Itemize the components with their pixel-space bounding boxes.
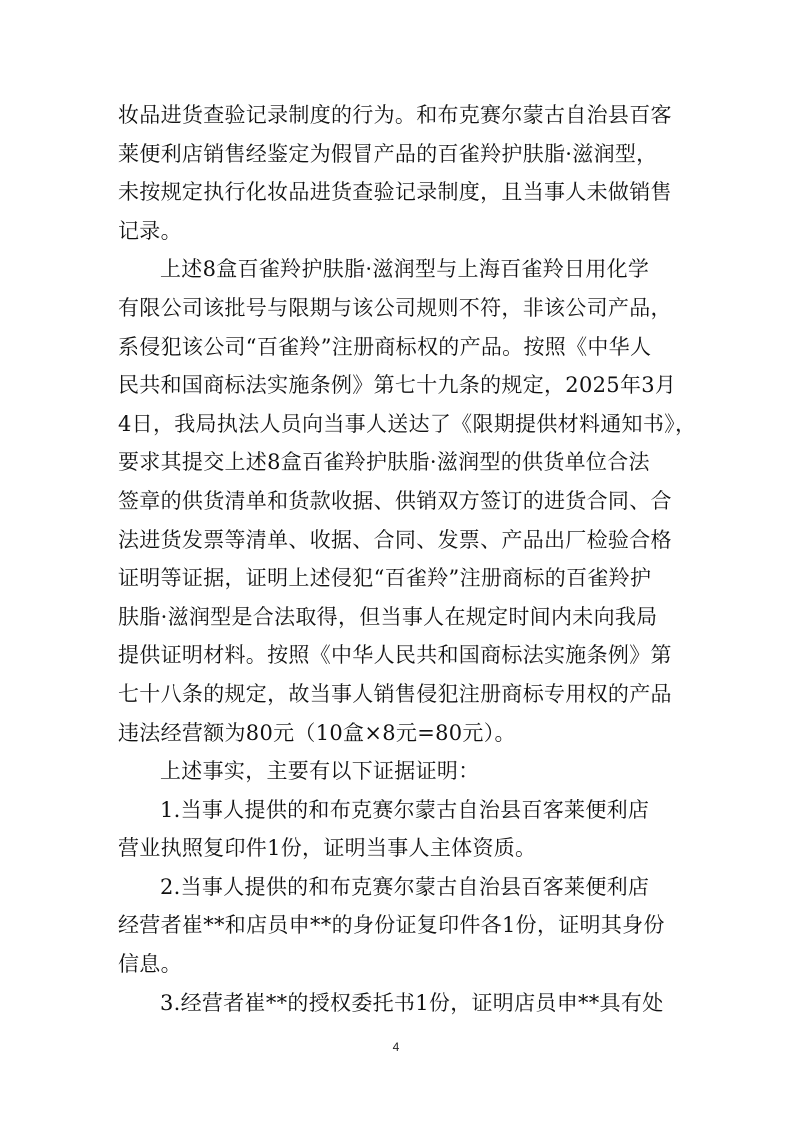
text-line: 信息。 [118,952,182,977]
text-line: 要求其提交上述8盒百雀羚护肤脂·滋润型的供货单位合法 [118,450,650,475]
body-text [118,96,697,1022]
text-line: 七十八条的规定，故当事人销售侵犯注册商标专用权的产品 [118,681,672,706]
text-line: 法进货发票等清单、收据、合同、发票、产品出厂检验合格 [118,527,672,552]
text-line: 证明等证据，证明上述侵犯“百雀羚”注册商标的百雀羚护 [118,566,652,591]
text-line: 签章的供货清单和货款收据、供销双方签订的进货合同、合 [118,488,672,513]
text-line: 上述8盒百雀羚护肤脂·滋润型与上海百雀羚日用化学 [160,257,650,282]
text-line: 有限公司该批号与限期与该公司规则不符，非该公司产品， [118,295,672,320]
text-line: 3.经营者崔**的授权委托书1份，证明店员申**具有处 [160,990,664,1015]
text-line: 未按规定执行化妆品进货查验记录制度，且当事人未做销售 [118,180,672,205]
text-line: 营业执照复印件1份，证明当事人主体资质。 [118,836,537,861]
text-line: 肤脂·滋润型是合法取得，但当事人在规定时间内未向我局 [118,604,658,629]
text-line: 经营者崔**和店员申**的身份证复印件各1份，证明其身份 [118,913,665,938]
page-number: 4 [392,1040,400,1054]
text-line: 莱便利店销售经鉴定为假冒产品的百雀羚护肤脂·滋润型， [118,141,658,166]
text-line: 上述事实，主要有以下证据证明： [160,759,480,784]
text-line: 违法经营额为80元（10盒×8元=80元）。 [118,720,516,745]
text-line: 4日，我局执法人员向当事人送达了《限期提供材料通知书》， [118,411,697,436]
text-line: 2.当事人提供的和布克赛尔蒙古自治县百客莱便利店 [160,874,650,899]
text-line: 民共和国商标法实施条例》第七十九条的规定，2025年3月 [118,373,677,398]
text-line: 记录。 [118,218,182,243]
text-line: 提供证明材料。按照《中华人民共和国商标法实施条例》第 [118,643,672,668]
text-line: 系侵犯该公司“百雀羚”注册商标权的产品。按照《中华人 [118,334,652,359]
text-line: 1.当事人提供的和布克赛尔蒙古自治县百客莱便利店 [160,797,650,822]
text-line: 妆品进货查验记录制度的行为。和布克赛尔蒙古自治县百客 [118,103,672,127]
